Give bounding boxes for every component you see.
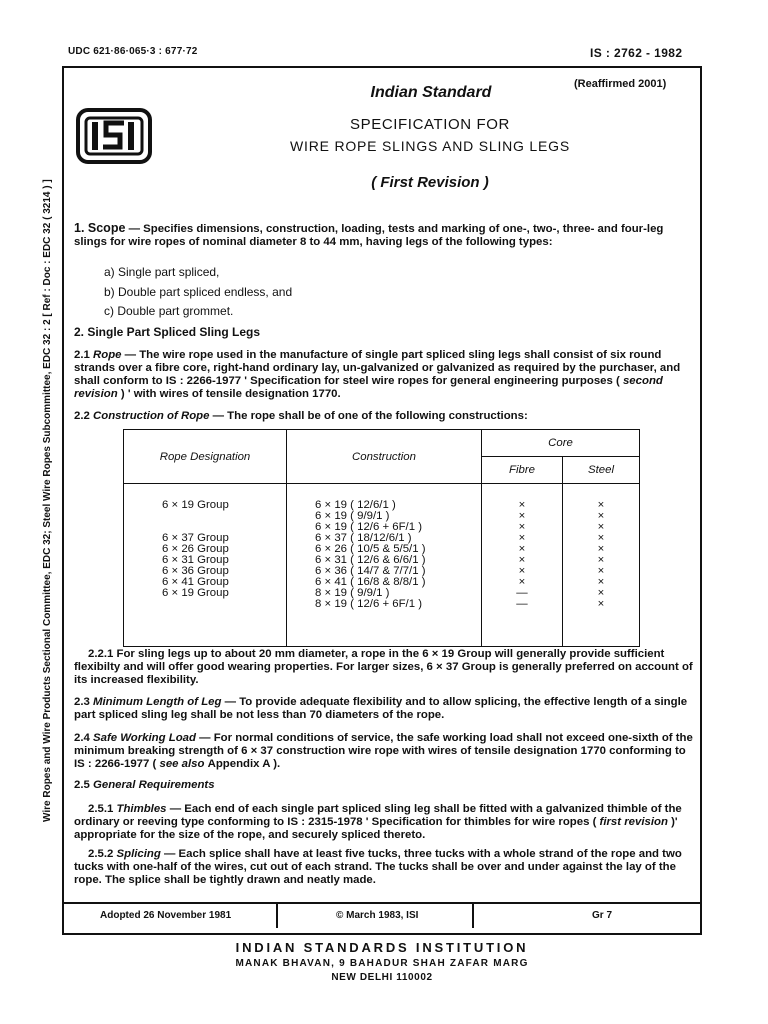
fibre-mark: × bbox=[518, 532, 526, 544]
steel-mark: × bbox=[597, 565, 605, 577]
is-number: IS : 2762 - 1982 bbox=[590, 46, 683, 60]
header-construction: Construction bbox=[287, 430, 482, 484]
header-fibre: Fibre bbox=[482, 457, 563, 484]
steel-column bbox=[563, 484, 640, 647]
construction-cell: 6 × 36 ( 14/7 & 7/7/1 ) bbox=[315, 565, 426, 577]
para-2-2-text: — The rope shall be of one of the following constructions: bbox=[209, 410, 528, 422]
revision-label: ( First Revision ) bbox=[371, 174, 489, 191]
fibre-mark: × bbox=[518, 554, 526, 566]
para-2-5-2-number: 2.5.2 bbox=[88, 848, 114, 860]
construction-cell: 8 × 19 ( 12/6 + 6F/1 ) bbox=[315, 598, 423, 610]
construction-cell: 6 × 19 ( 12/6/1 ) bbox=[315, 499, 396, 511]
title-line-1: SPECIFICATION FOR bbox=[350, 116, 510, 133]
para-2-1-text: — The wire rope used in the manufacture of single part spliced sling legs shall consist of six round strands over a fibre core, right-hand ordinary lay, un-galvanized or galvanized as required by the purchaser, and shall conform to IS : 2266-1977 ' Specification for steel wire ropes for general engineering purposes ( bbox=[74, 349, 681, 387]
para-2-4-number: 2.4 bbox=[74, 732, 90, 744]
steel-mark: × bbox=[597, 521, 605, 533]
committee-side-text: Wire Ropes and Wire Products Sectional Committee, EDC 32; Steel Wire Ropes Subcommittee, EDC 32 : 2 [ Ref : Doc : EDC 32 ( 3214 ) ] bbox=[42, 179, 53, 822]
scope-paragraph bbox=[74, 222, 696, 249]
reaffirmed-note: (Reaffirmed 2001) bbox=[574, 78, 667, 90]
construction-cell: 8 × 19 ( 9/9/1 ) bbox=[315, 587, 390, 599]
construction-cell: 6 × 41 ( 16/8 & 8/8/1 ) bbox=[315, 576, 426, 588]
standard-label: Indian Standard bbox=[370, 84, 492, 101]
header-rope-designation: Rope Designation bbox=[124, 430, 287, 484]
adopted-date: Adopted 26 November 1981 bbox=[100, 910, 232, 921]
address-line-2: NEW DELHI 110002 bbox=[331, 972, 433, 983]
scope-item-b: b) Double part spliced endless, and bbox=[104, 285, 293, 299]
construction-cell: 6 × 26 ( 10/5 & 5/5/1 ) bbox=[315, 543, 426, 555]
steel-mark: × bbox=[597, 587, 605, 599]
para-2-5-1-italic: first revision bbox=[596, 816, 672, 828]
designation-column bbox=[124, 484, 287, 647]
footer-divider-2 bbox=[472, 904, 474, 928]
address-line-1: MANAK BHAVAN, 9 BAHADUR SHAH ZAFAR MARG bbox=[235, 958, 529, 969]
para-2-3-text: — To provide adequate flexibility and to allow splicing, the effective length of a single part spliced sling leg shall be not less than 70 diameters of the rope. bbox=[74, 696, 688, 721]
steel-mark: × bbox=[597, 598, 605, 610]
para-2-5-number: 2.5 bbox=[74, 779, 90, 791]
construction-cell: 6 × 19 ( 12/6 + 6F/1 ) bbox=[315, 521, 423, 533]
construction-cell: 6 × 31 ( 12/6 & 6/6/1 ) bbox=[315, 554, 426, 566]
para-2-5-1-term: Thimbles bbox=[116, 803, 167, 815]
designation-cell: 6 × 19 Group bbox=[162, 587, 229, 599]
para-2-3-number: 2.3 bbox=[74, 696, 90, 708]
steel-mark: × bbox=[597, 543, 605, 555]
para-2-2-1 bbox=[74, 648, 696, 687]
copyright-note: © March 1983, ISI bbox=[336, 910, 419, 921]
title-line-2: WIRE ROPE SLINGS AND SLING LEGS bbox=[290, 138, 570, 154]
para-2-1-italic: second revision bbox=[74, 375, 663, 400]
para-2-2-number: 2.2 bbox=[74, 410, 90, 422]
designation-cell: 6 × 37 Group bbox=[162, 532, 229, 544]
institution-name: INDIAN STANDARDS INSTITUTION bbox=[235, 940, 529, 955]
fibre-mark: — bbox=[516, 598, 528, 610]
price-grade: Gr 7 bbox=[592, 910, 613, 921]
designation-cell: 6 × 31 Group bbox=[162, 554, 229, 566]
designation-cell: 6 × 36 Group bbox=[162, 565, 229, 577]
para-2-1 bbox=[74, 349, 696, 401]
para-2-2-term: Construction of Rope bbox=[93, 410, 210, 422]
steel-mark: × bbox=[597, 554, 605, 566]
fibre-mark: × bbox=[518, 565, 526, 577]
scope-text: — Specifies dimensions, construction, loading, tests and marking of one-, two-, three- and four-leg slings for wire ropes of nominal diameter 8 to 44 mm, having legs of the following types: bbox=[74, 223, 664, 248]
fibre-column bbox=[482, 484, 563, 647]
para-2-3 bbox=[74, 696, 696, 722]
rope-construction-table bbox=[123, 429, 640, 647]
fibre-mark: × bbox=[518, 576, 526, 588]
designation-cell bbox=[162, 511, 286, 522]
para-2-5-1-number: 2.5.1 bbox=[88, 803, 114, 815]
para-2-5-1-text: — Each end of each single part spliced sling leg shall be fitted with a galvanized thimble of the ordinary or reeving type conforming to IS : 2315-1978 ' Specification for thimbles for wire ropes ( bbox=[74, 803, 682, 828]
construction-cell: 6 × 37 ( 18/12/6/1 ) bbox=[315, 532, 412, 544]
para-2-4-end: Appendix A ). bbox=[207, 758, 281, 770]
designation-cell: 6 × 26 Group bbox=[162, 543, 229, 555]
fibre-mark: × bbox=[518, 521, 526, 533]
section-2-heading: 2. Single Part Spliced Sling Legs bbox=[74, 325, 261, 339]
para-2-5-2-text: — Each splice shall have at least five tucks, three tucks with a whole strand of the rope and two tucks with one-half of the wires, cut out of each strand. The tucks shall be over and under against the lay of the rope. The splice shall be tightly drawn and neatly made. bbox=[74, 848, 682, 886]
scope-heading: 1. Scope bbox=[74, 221, 126, 235]
designation-cell: 6 × 41 Group bbox=[162, 576, 229, 588]
para-2-2-1-text: For sling legs up to about 20 mm diameter, a rope in the 6 × 19 Group will generally provide sufficient flexibilty and will offer good wearing properties. For larger sizes, 6 × 37 Group is generally preferred on account of its increased flexibility. bbox=[74, 648, 693, 686]
construction-cell: 6 × 19 ( 9/9/1 ) bbox=[315, 510, 390, 522]
para-2-3-term: Minimum Length of Leg bbox=[93, 696, 222, 708]
construction-column bbox=[287, 484, 482, 647]
header-steel: Steel bbox=[563, 457, 640, 484]
steel-mark: × bbox=[597, 510, 605, 522]
para-2-1-term: Rope bbox=[93, 349, 122, 361]
footer-divider-1 bbox=[276, 904, 278, 928]
para-2-1-number: 2.1 bbox=[74, 349, 90, 361]
isi-logo bbox=[76, 108, 152, 164]
para-2-5-2-term: Splicing bbox=[116, 848, 161, 860]
fibre-mark: × bbox=[518, 499, 526, 511]
udc-code: UDC 621·86·065·3 : 677·72 bbox=[68, 46, 198, 57]
para-2-5-1 bbox=[74, 803, 696, 842]
header-core: Core bbox=[482, 430, 640, 457]
para-2-4-italic: see also bbox=[156, 758, 208, 770]
designation-cell bbox=[162, 599, 286, 610]
designation-cell: 6 × 19 Group bbox=[162, 499, 229, 511]
para-2-5 bbox=[74, 779, 215, 791]
para-2-2 bbox=[74, 410, 528, 422]
para-2-5-term: General Requirements bbox=[93, 779, 215, 791]
para-2-2-1-number: 2.2.1 bbox=[88, 648, 114, 660]
para-2-5-1-end: )' appropriate for the size of the rope, and securely spliced thereto. bbox=[74, 816, 678, 841]
scope-item-a: a) Single part spliced, bbox=[104, 265, 220, 279]
steel-mark: × bbox=[597, 576, 605, 588]
para-2-4 bbox=[74, 732, 696, 771]
para-2-1-end: ) ' with wires of tensile designation 1770. bbox=[120, 388, 341, 400]
scope-item-c: c) Double part grommet. bbox=[104, 304, 234, 318]
para-2-5-2 bbox=[74, 848, 696, 887]
fibre-mark: × bbox=[518, 543, 526, 555]
steel-mark: × bbox=[597, 532, 605, 544]
para-2-4-term: Safe Working Load bbox=[93, 732, 196, 744]
fibre-mark: — bbox=[516, 587, 528, 599]
para-2-4-text: — For normal conditions of service, the safe working load shall not exceed one-sixth of the minimum breaking strength of 6 × 37 construction wire rope with wires of tensile designation 1770 conforming to IS : 2266-1977 ( bbox=[74, 732, 693, 770]
steel-mark: × bbox=[597, 499, 605, 511]
fibre-mark: × bbox=[518, 510, 526, 522]
